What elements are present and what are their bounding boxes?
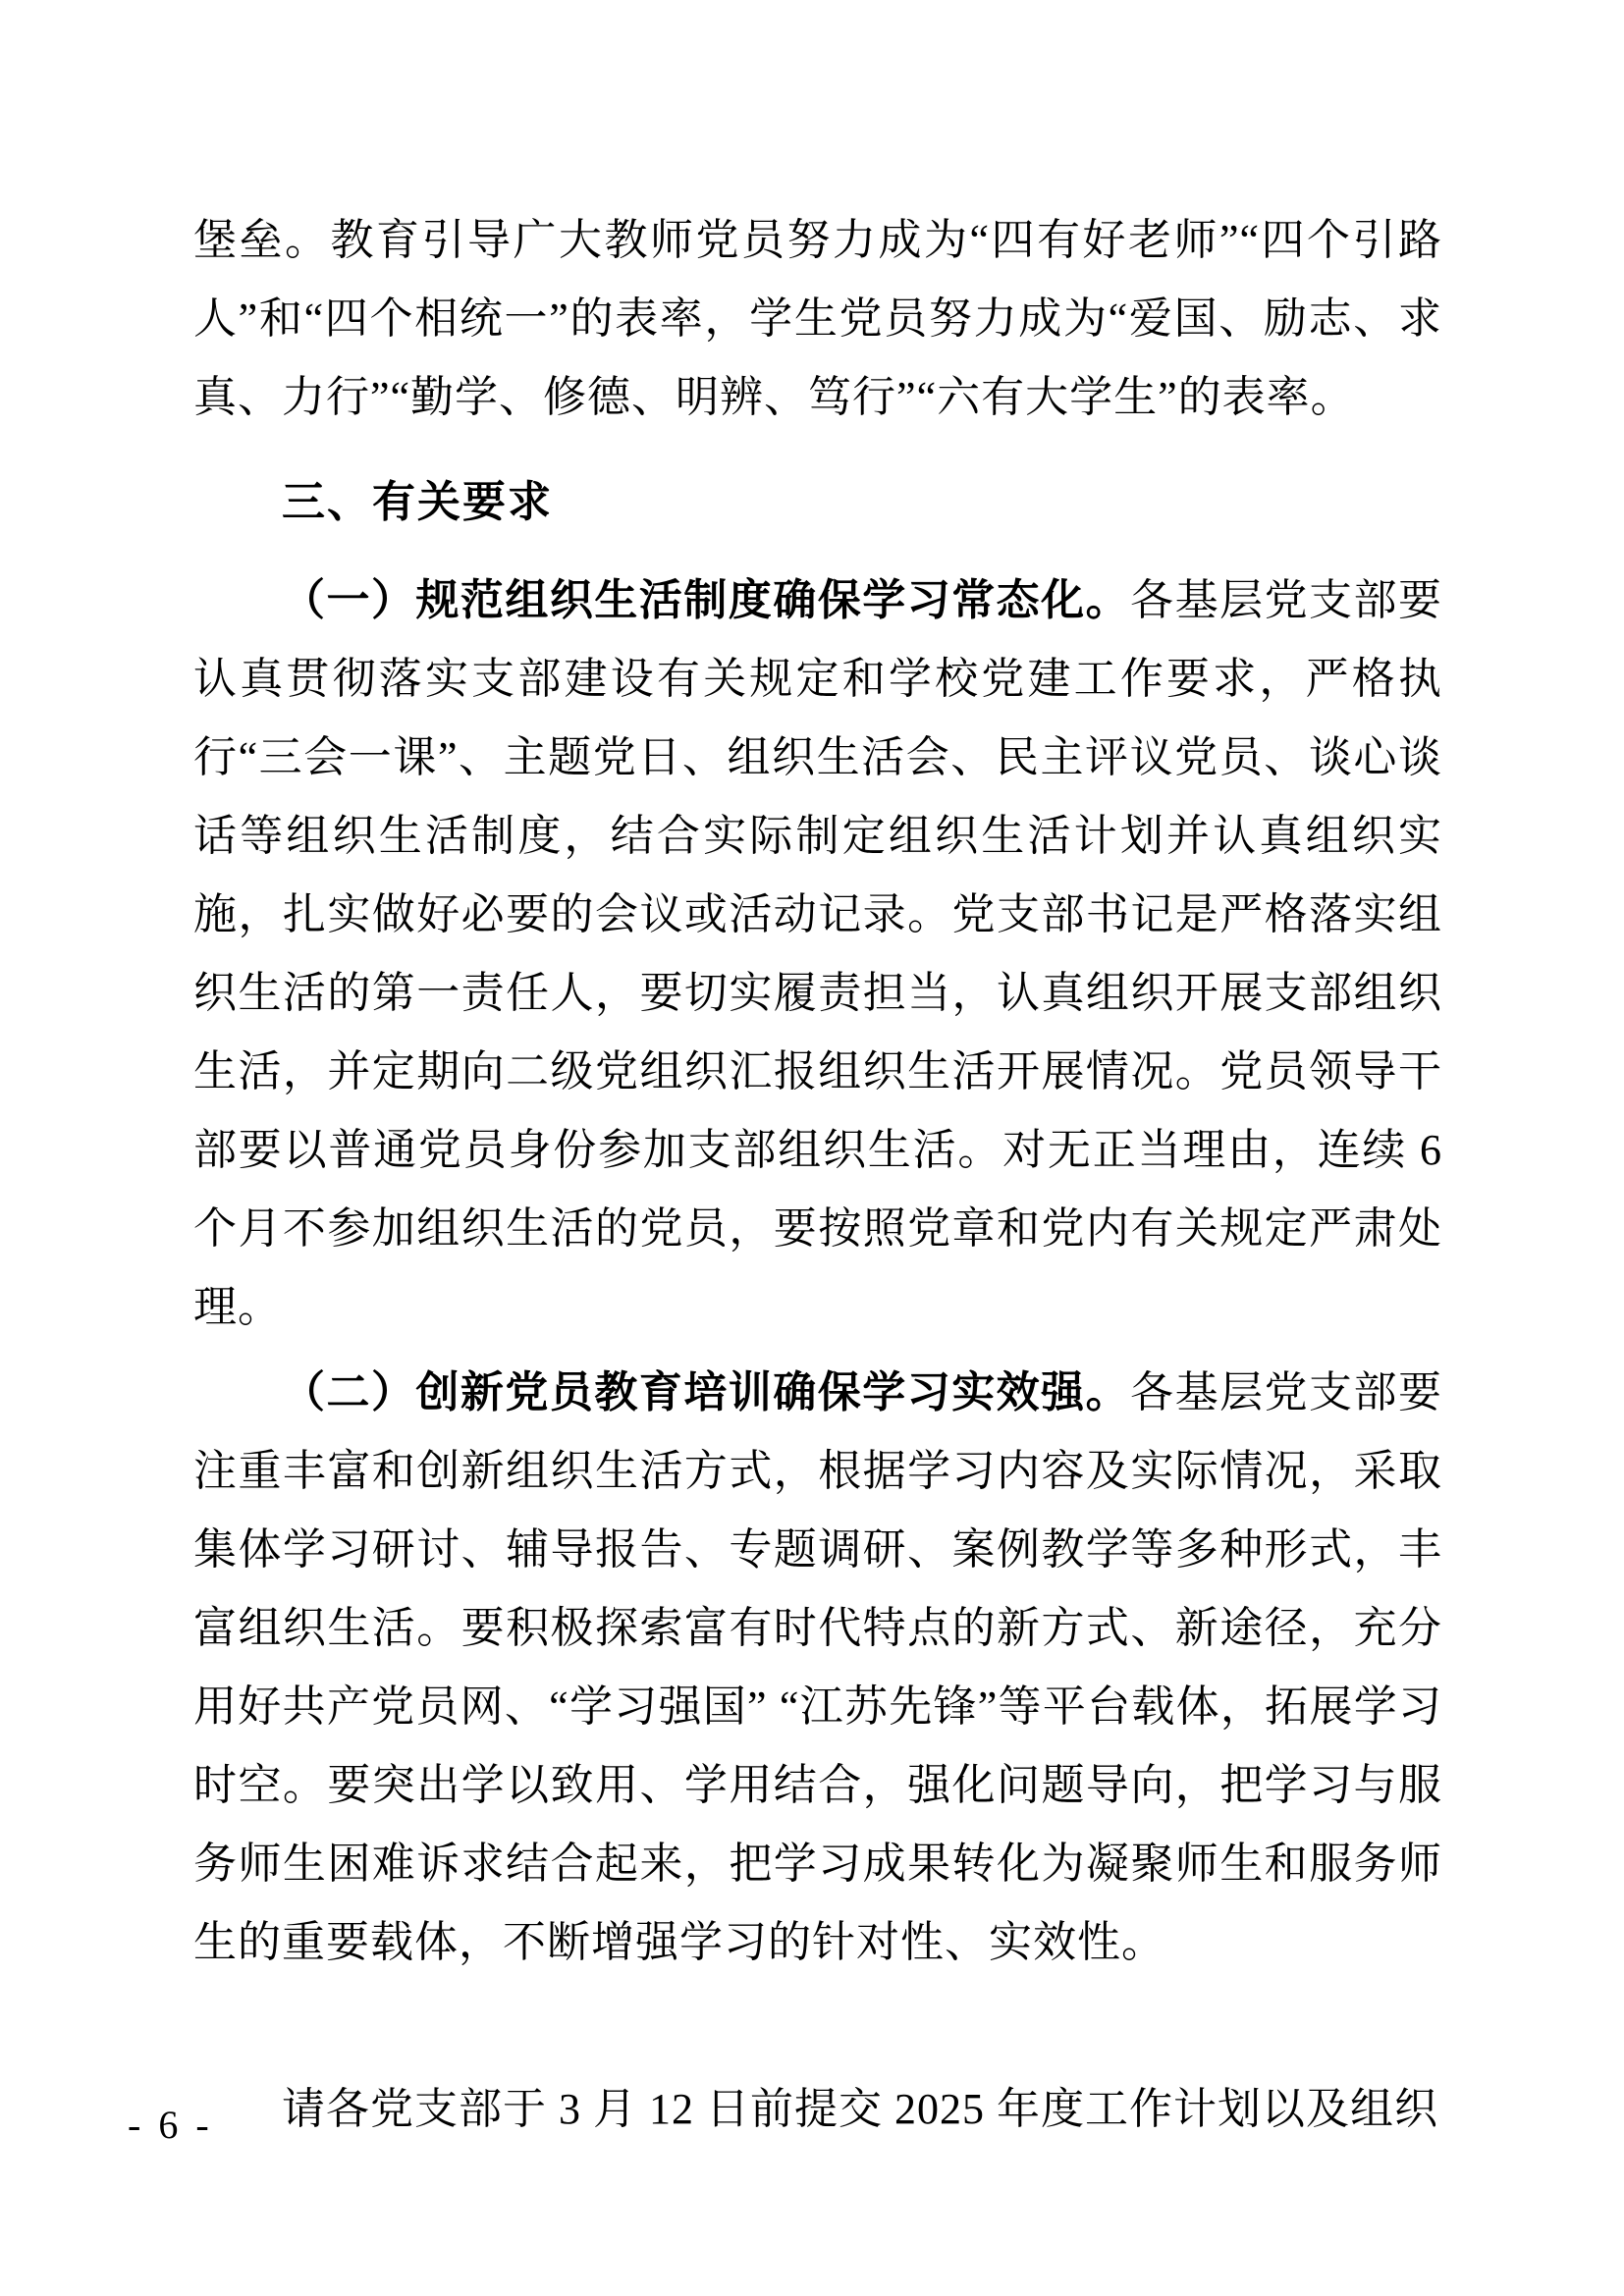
- paragraph-item-2-lead: （二）创新党员教育培训确保学习实效强。: [282, 1368, 1131, 1416]
- section-heading: 三、有关要求: [282, 478, 553, 526]
- paragraph-item-1-body: 各基层党支部要认真贯彻落实支部建设有关规定和学校党建工作要求，严格执行“三会一课”、主题党日、组织生活会、民主评议党员、谈心谈话等组织生活制度，结合实际制定组织生活计划并认真组织实施，扎实做好必要的会议或活动记录。党支部书记是严格落实组织生活的第一责任人，要切实履责担当，认真组织开展支部组织生活，并定期向二级党组织汇报组织生活开展情况。党员领导干部要以普通党员身份参加支部组织生活。对无正当理由，连续 6 个月不参加组织生活的党员，要按照党章和党内有关规定严肃处理。: [193, 576, 1443, 1331]
- paragraph-item-1-lead: （一）规范组织生活制度确保学习常态化。: [282, 576, 1131, 624]
- continuation-paragraph: 堡垒。教育引导广大教师党员努力成为“四有好老师”“四个引路人”和“四个相统一”的表率，学生党员努力成为“爱国、励志、求真、力行”“勤学、修德、明辨、笃行”“六有大学生”的表率。: [193, 216, 1442, 421]
- paragraph-item-2-body: 各基层党支部要注重丰富和创新组织生活方式，根据学习内容及实际情况，采取集体学习研讨、辅导报告、专题调研、案例教学等多种形式，丰富组织生活。要积极探索富有时代特点的新方式、新途径，充分用好共产党员网、“学习强国” “江苏先锋”等平台载体，拓展学习时空。要突出学以致用、学用结合，强化问题导向，把学习与服务师生困难诉求结合起来，把学习成果转化为凝聚师生和服务师生的重要载体，不断增强学习的针对性、实效性。: [193, 1368, 1443, 1966]
- paragraph-item-1: [193, 561, 1442, 1347]
- page-number: - 6 -: [128, 2103, 213, 2147]
- closing-paragraph: 请各党支部于 3 月 12 日前提交 2025 年度工作计划以及组织: [282, 2085, 1438, 2133]
- document-content: [193, 201, 1442, 2149]
- paragraph-item-2: [193, 1354, 1442, 1982]
